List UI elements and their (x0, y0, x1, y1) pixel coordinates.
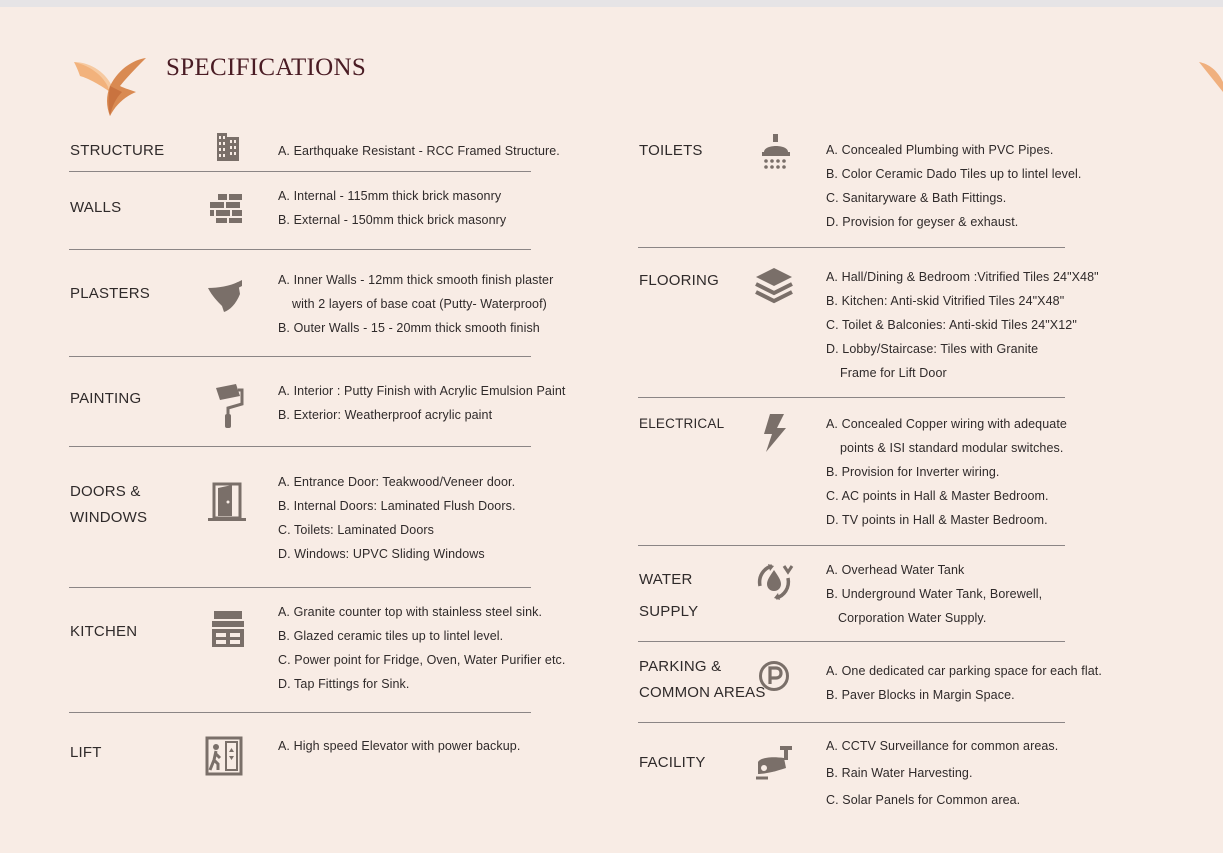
divider (69, 712, 531, 713)
page-title: SPECIFICATIONS (166, 54, 367, 81)
divider (638, 641, 1065, 642)
spec-item: A. Concealed Plumbing with PVC Pipes. (826, 143, 1054, 157)
spec-items-plasters (278, 268, 553, 340)
spec-item: B. Underground Water Tank, Borewell, (826, 587, 1043, 601)
spec-item: C. AC points in Hall & Master Bedroom. (826, 489, 1049, 503)
spec-label-lift: LIFT (70, 744, 102, 761)
door-icon (206, 482, 246, 522)
brick-wall-icon (206, 188, 246, 228)
spec-items-water-supply (826, 558, 1042, 630)
spec-label-electrical: ELECTRICAL (639, 416, 725, 431)
paint-roller-icon (208, 382, 248, 432)
spec-item: B. Paver Blocks in Margin Space. (826, 688, 1015, 702)
spec-item: A. Concealed Copper wiring with adequate (826, 417, 1067, 431)
spec-item: A. Inner Walls - 12mm thick smooth finish plaster (278, 273, 554, 287)
spec-label-flooring: FLOORING (639, 272, 719, 289)
layers-icon (754, 266, 794, 306)
spec-items-electrical (826, 412, 1067, 532)
spec-label-walls: WALLS (70, 199, 122, 216)
building-icon (208, 128, 248, 168)
spec-label-doors-windows: DOORS & WINDOWS (70, 483, 148, 526)
spec-item: D. Windows: UPVC Sliding Windows (278, 547, 485, 561)
spec-item: A. Earthquake Resistant - RCC Framed Structure. (278, 144, 560, 158)
spec-item: C. Sanitaryware & Bath Fittings. (826, 191, 1007, 205)
spec-label-water-supply: WATER SUPPLY (639, 571, 699, 620)
top-bar (0, 0, 1223, 7)
spec-item: A. Entrance Door: Teakwood/Veneer door. (278, 475, 516, 489)
brand-logo-icon (72, 56, 148, 120)
spec-item: B. Exterior: Weatherproof acrylic paint (278, 408, 493, 422)
divider (69, 446, 531, 447)
spec-item: Frame for Lift Door (840, 366, 947, 380)
spec-item: D. Tap Fittings for Sink. (278, 677, 410, 691)
spec-items-lift (278, 734, 520, 758)
spec-item: B. Outer Walls - 15 - 20mm thick smooth finish (278, 321, 540, 335)
kitchen-stove-icon (208, 609, 248, 649)
divider (638, 397, 1065, 398)
spec-item: A. High speed Elevator with power backup. (278, 739, 521, 753)
spec-item: B. Glazed ceramic tiles up to lintel level. (278, 629, 504, 643)
divider (69, 171, 531, 172)
spec-label-structure: STRUCTURE (70, 142, 165, 159)
spec-items-structure (278, 139, 560, 163)
spec-items-kitchen (278, 600, 565, 696)
spec-items-flooring (826, 265, 1099, 385)
spec-label-painting: PAINTING (70, 390, 142, 407)
spec-items-walls (278, 184, 506, 232)
plaster-trowel-icon (204, 276, 244, 316)
spec-item: C. Toilet & Balconies: Anti-skid Tiles 24"X12" (826, 318, 1077, 332)
spec-items-toilets (826, 138, 1082, 234)
lightning-bolt-icon (756, 412, 796, 452)
spec-label-facility: FACILITY (639, 754, 706, 771)
spec-item: B. Provision for Inverter wiring. (826, 465, 1000, 479)
spec-label-parking-common-areas: PARKING & COMMON AREAS (639, 658, 766, 701)
spec-items-facility (826, 734, 1058, 815)
spec-item: D. TV points in Hall & Master Bedroom. (826, 513, 1048, 527)
spec-item: B. Rain Water Harvesting. (826, 766, 973, 780)
spec-item: A. CCTV Surveillance for common areas. (826, 739, 1059, 753)
parking-icon (758, 660, 790, 692)
spec-item: D. Lobby/Staircase: Tiles with Granite (826, 342, 1039, 356)
shower-icon (756, 134, 796, 174)
spec-item: A. Granite counter top with stainless steel sink. (278, 605, 543, 619)
spec-label-kitchen: KITCHEN (70, 623, 138, 640)
divider (69, 587, 531, 588)
divider (69, 356, 531, 357)
spec-label-plasters: PLASTERS (70, 285, 150, 302)
spec-item: B. Kitchen: Anti-skid Vitrified Tiles 24"X48" (826, 294, 1065, 308)
spec-item: A. Hall/Dining & Bedroom :Vitrified Tiles 24"X48" (826, 270, 1099, 284)
spec-item: B. External - 150mm thick brick masonry (278, 213, 507, 227)
divider (69, 249, 531, 250)
divider (638, 545, 1065, 546)
spec-item: with 2 layers of base coat (Putty- Waterproof) (292, 297, 547, 311)
spec-item: points & ISI standard modular switches. (840, 441, 1064, 455)
spec-item: A. One dedicated car parking space for each flat. (826, 664, 1102, 678)
spec-item: Corporation Water Supply. (838, 611, 987, 625)
water-cycle-icon (754, 562, 794, 602)
elevator-icon (204, 736, 244, 776)
spec-items-doors-windows (278, 470, 516, 566)
spec-item: D. Provision for geyser & exhaust. (826, 215, 1019, 229)
spec-item: A. Overhead Water Tank (826, 563, 965, 577)
spec-item: C. Solar Panels for Common area. (826, 793, 1021, 807)
brand-logo-partial-icon (1199, 56, 1223, 96)
spec-items-painting (278, 379, 565, 427)
spec-item: C. Toilets: Laminated Doors (278, 523, 435, 537)
spec-item: B. Internal Doors: Laminated Flush Doors. (278, 499, 516, 513)
spec-item: B. Color Ceramic Dado Tiles up to lintel level. (826, 167, 1082, 181)
spec-item: C. Power point for Fridge, Oven, Water Purifier etc. (278, 653, 566, 667)
spec-items-parking-common-areas (826, 659, 1102, 707)
spec-item: A. Interior : Putty Finish with Acrylic Emulsion Paint (278, 384, 566, 398)
spec-label-toilets: TOILETS (639, 142, 703, 159)
cctv-camera-icon (754, 744, 794, 784)
divider (638, 247, 1065, 248)
spec-item: A. Internal - 115mm thick brick masonry (278, 189, 502, 203)
divider (638, 722, 1065, 723)
